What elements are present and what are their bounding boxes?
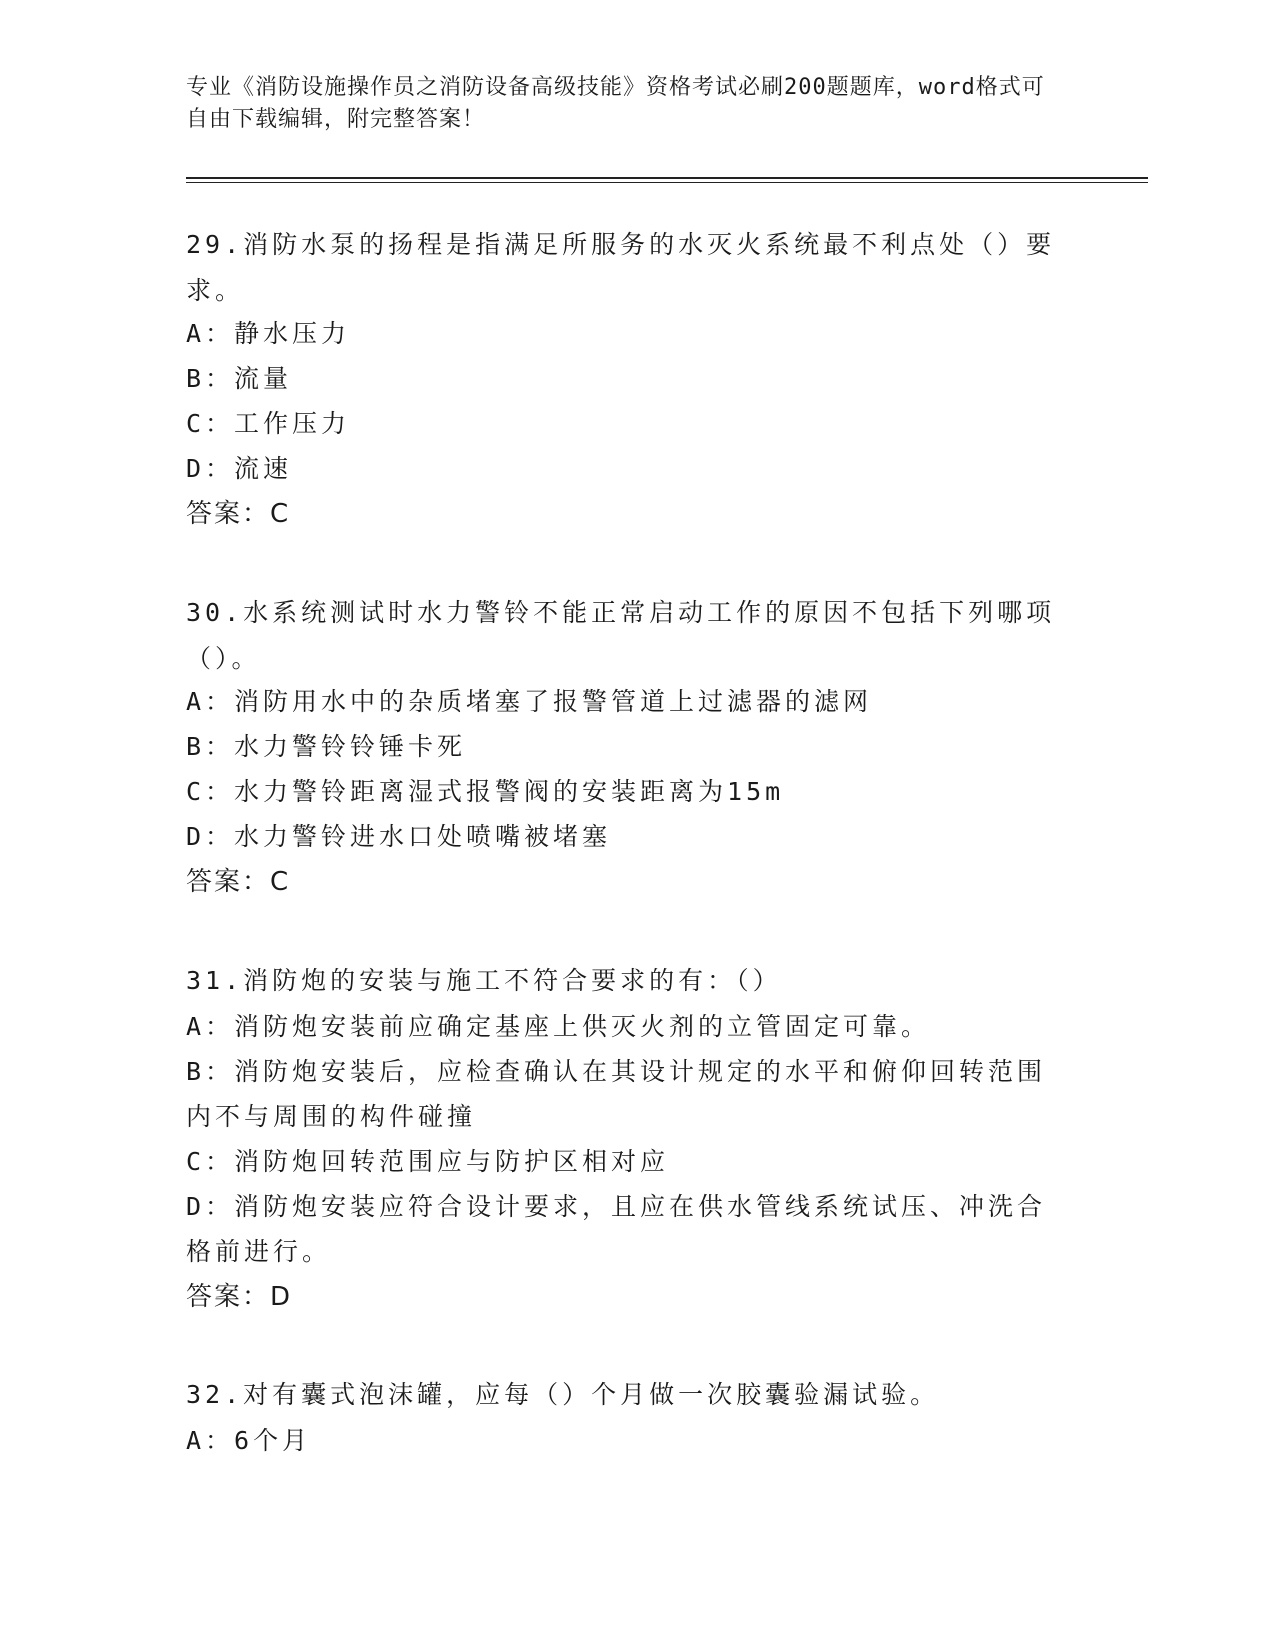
question-30 (186, 590, 1066, 905)
question-stem: 31.消防炮的安装与施工不符合要求的有：（） (186, 966, 782, 995)
question-stem: 32.对有囊式泡沫罐，应每（）个月做一次胶囊验漏试验。 (186, 1380, 940, 1409)
header-rule (186, 177, 1148, 179)
option-c: C：水力警铃距离湿式报警阀的安装距离为15m (186, 777, 785, 806)
question-31 (186, 958, 1066, 1320)
answer-label: 答案：D (186, 1282, 293, 1312)
option-b: B：水力警铃铃锤卡死 (186, 732, 467, 761)
answer-label: 答案：C (186, 499, 291, 529)
option-b: B：消防炮安装后，应检查确认在其设计规定的水平和俯仰回转范围内不与周围的构件碰撞 (186, 1057, 1047, 1131)
option-d: D：水力警铃进水口处喷嘴被堵塞 (186, 822, 612, 851)
option-d: D：消防炮安装应符合设计要求，且应在供水管线系统试压、冲洗合格前进行。 (186, 1192, 1047, 1266)
option-b: B：流量 (186, 364, 293, 393)
page-header: 专业《消防设施操作员之消防设备高级技能》资格考试必刷200题题库，word格式可自由下载编辑，附完整答案！ (186, 75, 1045, 132)
option-d: D：流速 (186, 454, 293, 483)
question-29 (186, 222, 1066, 537)
option-a: A：消防用水中的杂质堵塞了报警管道上过滤器的滤网 (186, 687, 873, 716)
option-c: C：消防炮回转范围应与防护区相对应 (186, 1147, 670, 1176)
header-rule-secondary (186, 182, 1148, 183)
question-32 (186, 1372, 1066, 1463)
option-a: A：6个月 (186, 1426, 312, 1455)
answer-label: 答案：C (186, 867, 291, 897)
option-c: C：工作压力 (186, 409, 351, 438)
option-a: A：静水压力 (186, 319, 351, 348)
option-a: A：消防炮安装前应确定基座上供灭火剂的立管固定可靠。 (186, 1012, 931, 1041)
question-stem: 29.消防水泵的扬程是指满足所服务的水灭火系统最不利点处（）要求。 (186, 230, 1056, 305)
question-stem: 30.水系统测试时水力警铃不能正常启动工作的原因不包括下列哪项（）。 (186, 598, 1056, 673)
